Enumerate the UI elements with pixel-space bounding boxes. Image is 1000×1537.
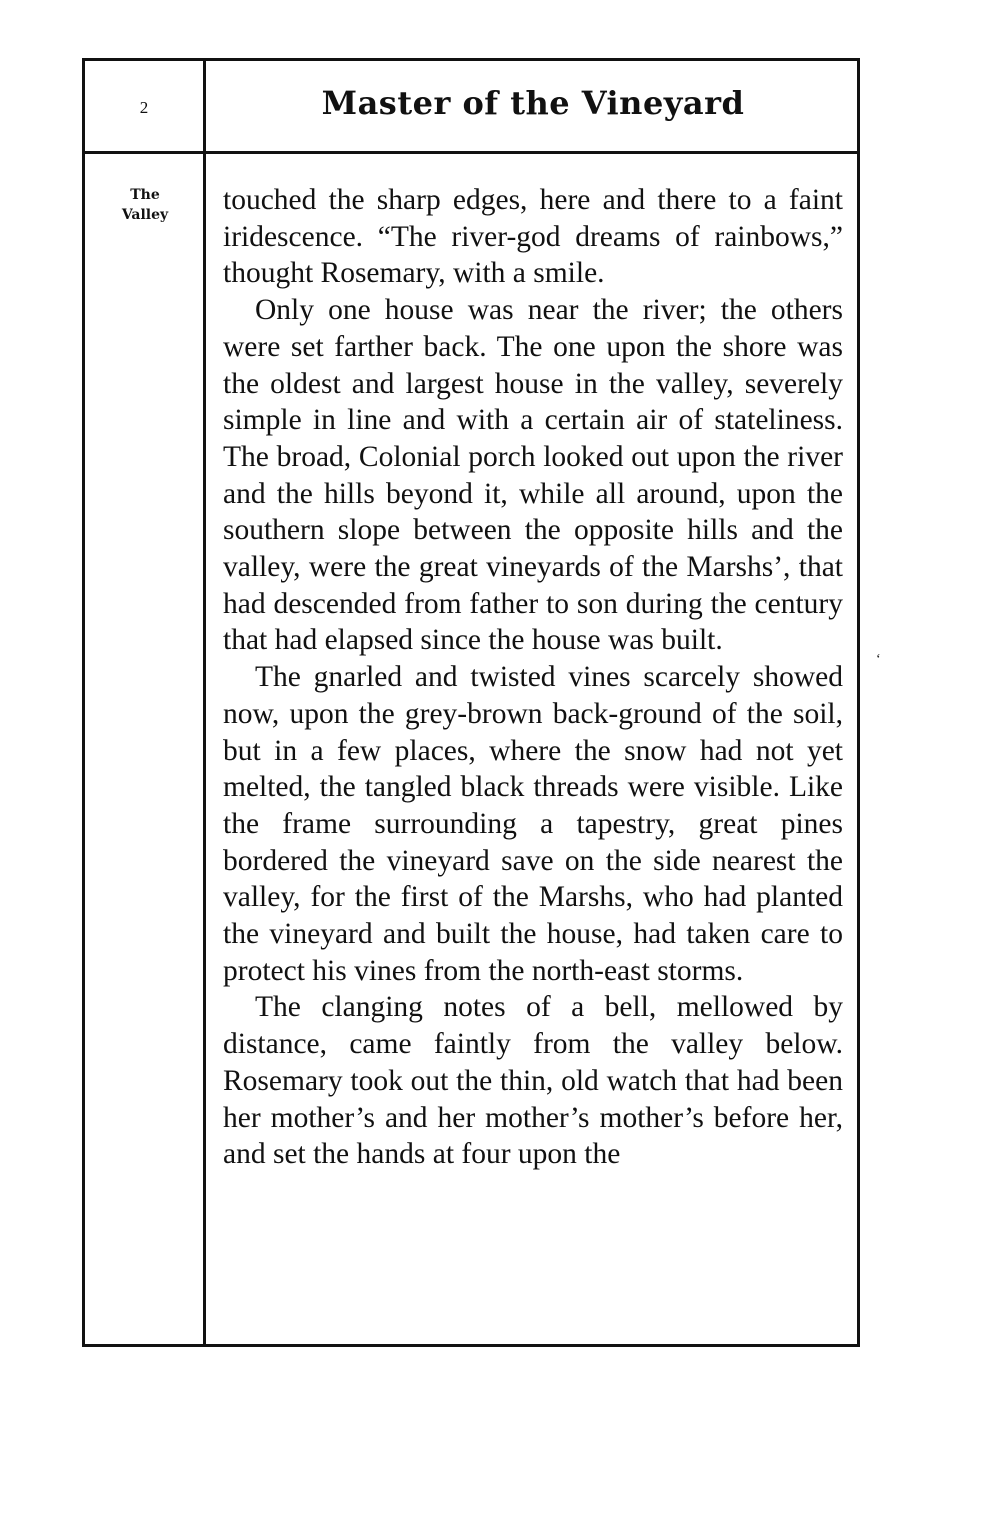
side-note-line: Valley [121, 207, 169, 223]
header-divider [82, 151, 860, 154]
margin-mark: ‘ [876, 652, 881, 667]
body-text [223, 182, 843, 1173]
paragraph: The gnarled and twisted vines scarcely showed now, upon the grey-brown back-ground of the soil, but in a few places, where the snow had not yet melted, the tangled black threads were visible. Like the frame surrounding a tapestry, great pines bordered the vineyard save on the side nearest the valley, for the first of the Marshs, who had planted the vineyard and built the house, had taken care to protect his vines from the north-east storms. [223, 661, 843, 987]
paragraph: Only one house was near the river; the others were set farther back. The one upon the shore was the oldest and largest house in the valley, severely simple in line and with a certain air of stateliness. The broad, Colonial porch looked out upon the river and the hills beyond it, while all around, upon the southern slope between the opposite hills and the valley, were the great vineyards of the Marshs’, that had descended from father to son during the century that had elapsed since the house was built. [223, 294, 843, 657]
paragraph: touched the sharp edges, here and there to a faint iridescence. “The river-god dreams of rainbows,” thought Rosemary, with a smile. [223, 184, 843, 290]
side-note [90, 185, 200, 225]
page-number: 2 [139, 98, 149, 117]
side-note-line: The [130, 187, 160, 203]
paragraph: The clanging notes of a bell, mellowed by distance, came faintly from the valley below. Rosemary took out the thin, old watch that had been her mother’s and her mother’s mother’s before her, and set the hands at four upon the [223, 991, 843, 1171]
column-divider [203, 58, 206, 1347]
running-title: Master of the Vineyard [321, 84, 745, 122]
